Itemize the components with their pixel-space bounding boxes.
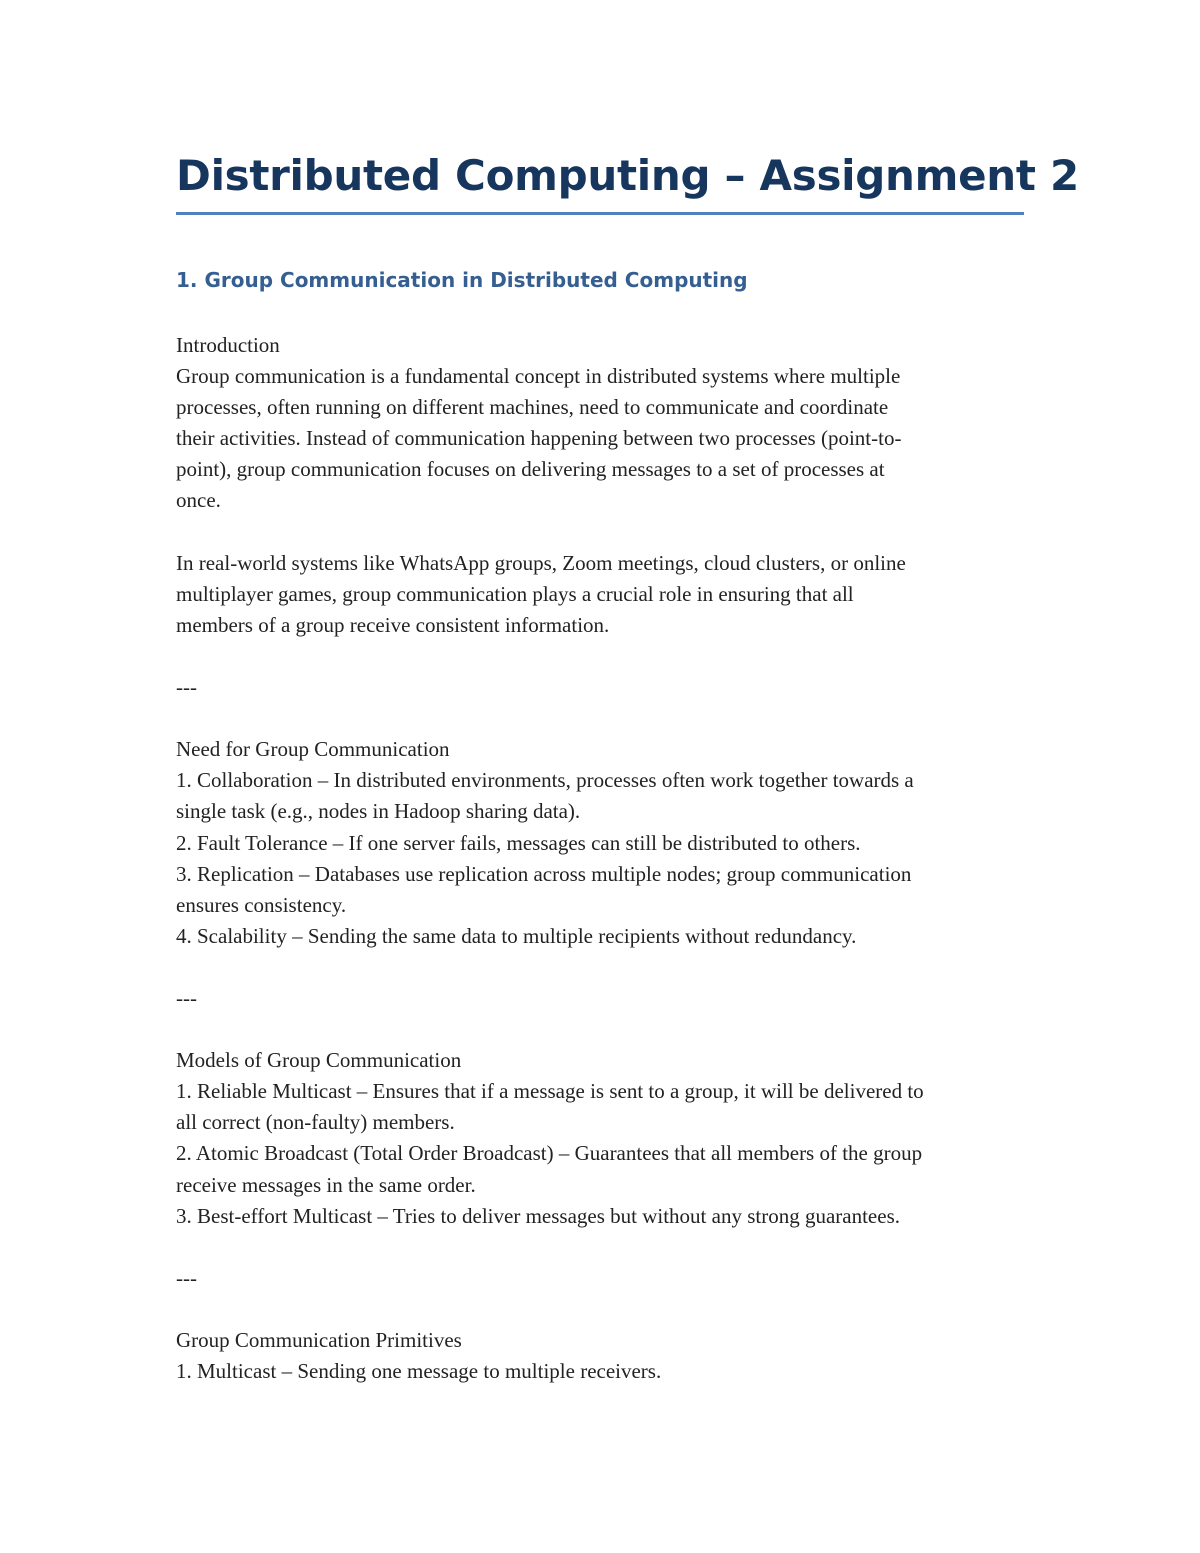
text-line: processes, often running on different machines, need to communicate and coordinate <box>176 395 889 420</box>
section-heading: 1. Group Communication in Distributed Computing <box>176 268 748 292</box>
text-line: ensures consistency. <box>176 892 347 917</box>
text-line: point), group communication focuses on delivering messages to a set of processes at <box>176 457 885 482</box>
text-line: --- <box>176 675 197 700</box>
text-line: In real-world systems like WhatsApp groups, Zoom meetings, cloud clusters, or online <box>176 550 906 575</box>
text-line: Introduction <box>176 333 280 357</box>
text-line: 3. Best-effort Multicast – Tries to deliver messages but without any strong guarantees. <box>176 1203 900 1228</box>
document-title: Distributed Computing – Assignment 2 <box>176 151 1079 200</box>
blank-line <box>176 1232 1026 1263</box>
text-line: 4. Scalability – Sending the same data to multiple recipients without redundancy. <box>176 923 857 948</box>
blank-line <box>176 1014 1026 1045</box>
text-line: --- <box>176 985 197 1010</box>
title-underline <box>176 212 1024 215</box>
text-line: their activities. Instead of communication happening between two processes (point-to- <box>176 426 902 451</box>
document-content <box>176 146 1079 1387</box>
body-text <box>176 330 1026 1387</box>
text-line: 3. Replication – Databases use replication across multiple nodes; group communication <box>176 861 912 886</box>
text-line: --- <box>176 1265 197 1290</box>
blank-line <box>176 703 1026 734</box>
text-line: single task (e.g., nodes in Hadoop sharing data). <box>176 799 581 824</box>
blank-line <box>176 641 1026 672</box>
blank-line <box>176 1294 1026 1325</box>
text-line: 1. Multicast – Sending one message to multiple receivers. <box>176 1359 662 1384</box>
text-line: 1. Reliable Multicast – Ensures that if a message is sent to a group, it will be delivered to <box>176 1079 924 1104</box>
text-line: Group communication is a fundamental concept in distributed systems where multiple <box>176 364 901 389</box>
text-line: 2. Atomic Broadcast (Total Order Broadcast) – Guarantees that all members of the group <box>176 1141 923 1166</box>
text-line: Models of Group Communication <box>176 1048 462 1073</box>
text-line: multiplayer games, group communication plays a crucial role in ensuring that all <box>176 581 854 606</box>
text-line: receive messages in the same order. <box>176 1172 476 1197</box>
blank-line <box>176 952 1026 983</box>
text-line: all correct (non-faulty) members. <box>176 1110 455 1135</box>
text-line: 1. Collaboration – In distributed environments, processes often work together towards a <box>176 768 914 793</box>
blank-line <box>176 517 1026 548</box>
text-line: once. <box>176 488 221 513</box>
text-line: Need for Group Communication <box>176 737 450 762</box>
text-line: Group Communication Primitives <box>176 1328 462 1352</box>
text-line: members of a group receive consistent information. <box>176 612 610 637</box>
text-line: 2. Fault Tolerance – If one server fails, messages can still be distributed to others. <box>176 830 861 855</box>
